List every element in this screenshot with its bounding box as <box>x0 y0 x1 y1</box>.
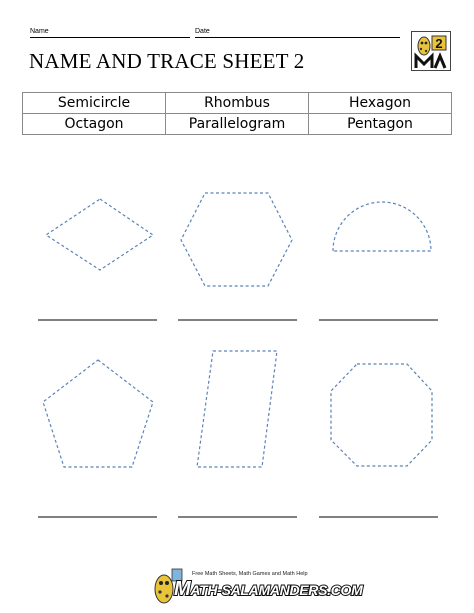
semicircle-trace-icon <box>333 202 431 251</box>
hexagon-trace-icon <box>181 193 292 286</box>
brand-logo <box>174 578 363 600</box>
grade-number: 2 <box>435 36 443 51</box>
word-cell: Semicircle <box>23 93 166 114</box>
brand-text: ATH-SALAMANDERS.COM <box>190 582 363 598</box>
octagon-trace-icon <box>331 364 432 466</box>
word-cell: Hexagon <box>309 93 452 114</box>
rhombus-trace-icon <box>46 199 153 270</box>
footer-tagline: Free Math Sheets, Math Games and Math Help <box>192 571 308 577</box>
word-cell: Octagon <box>23 114 166 135</box>
word-cell: Rhombus <box>166 93 309 114</box>
word-cell: Pentagon <box>309 114 452 135</box>
brand-letter: M <box>174 578 191 600</box>
word-cell: Parallelogram <box>166 114 309 135</box>
pentagon-trace-icon <box>43 360 153 467</box>
date-label: Date <box>195 28 210 35</box>
page-title: NAME AND TRACE SHEET 2 <box>29 49 305 73</box>
parallelogram-trace-icon <box>197 351 277 467</box>
name-label: Name <box>30 28 49 35</box>
